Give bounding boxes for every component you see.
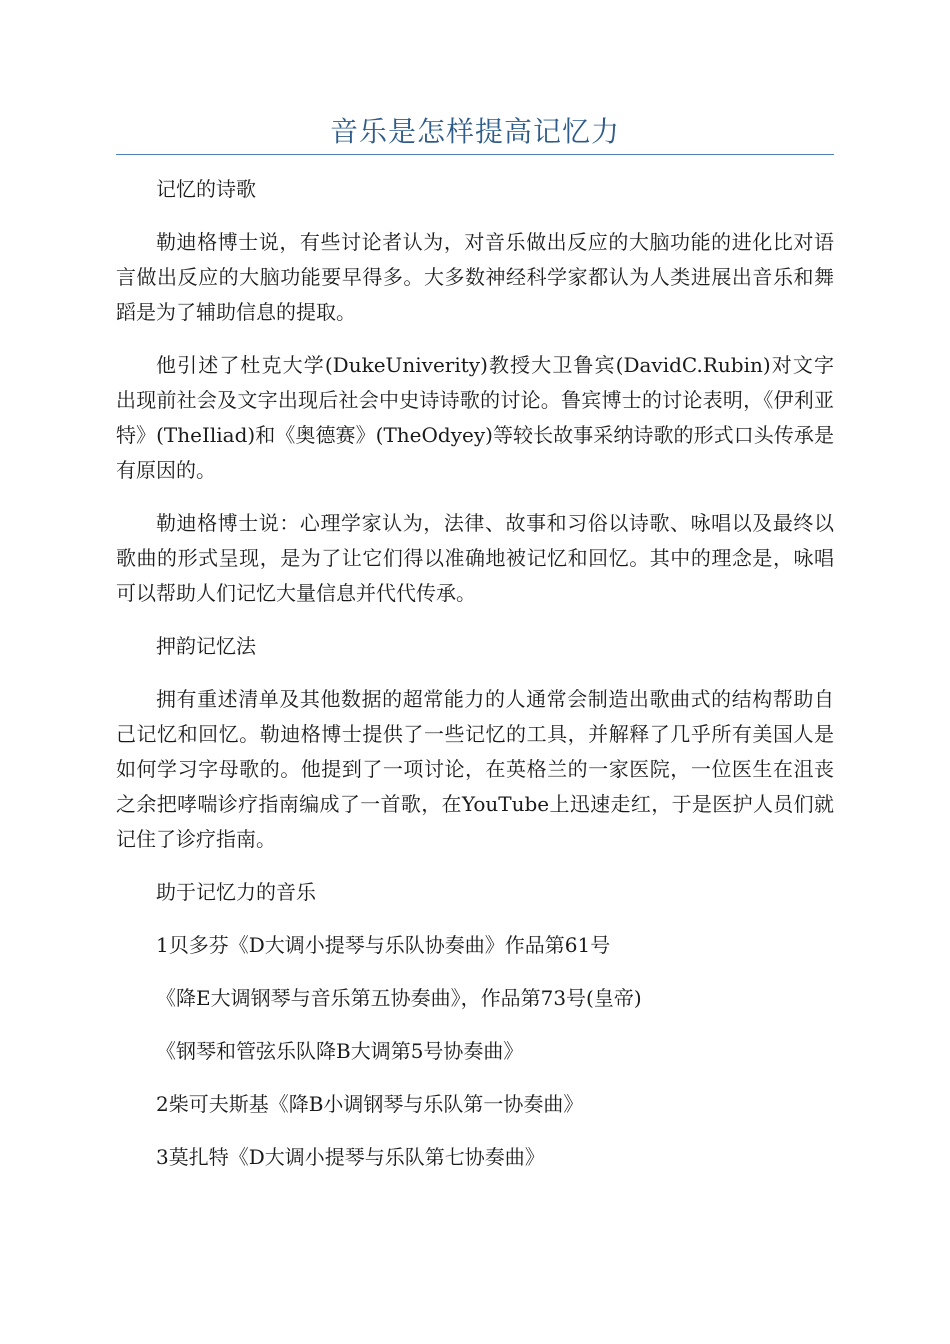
- music-list-item: 3莫扎特《D大调小提琴与乐队第七协奏曲》: [156, 1145, 545, 1169]
- paragraph: 勒迪格博士说，有些讨论者认为，对音乐做出反应的大脑功能的进化比对语言做出反应的大脑功能要早得多。大多数神经科学家都认为人类进展出音乐和舞蹈是为了辅助信息的提取。: [116, 230, 834, 324]
- music-list-item: 《钢琴和管弦乐队降B大调第5号协奏曲》: [156, 1039, 524, 1063]
- paragraph: 他引述了杜克大学(DukeUniverity)教授大卫鲁宾(DavidC.Rubin)对文字出现前社会及文字出现后社会中史诗诗歌的讨论。鲁宾博士的讨论表明，《伊利亚特》(TheIliad)和《奥德赛》(TheOdyey)等较长故事采纳诗歌的形式口头传承是有原因的。: [116, 353, 834, 482]
- music-list-item: 《降E大调钢琴与音乐第五协奏曲》，作品第73号(皇帝): [156, 986, 642, 1010]
- section-heading-rhyme-mnemonic: 押韵记忆法: [156, 634, 256, 658]
- music-list-item: 1贝多芬《D大调小提琴与乐队协奏曲》作品第61号: [156, 933, 611, 957]
- title-underline: [116, 154, 834, 155]
- music-list-item: 2柴可夫斯基《降B小调钢琴与乐队第一协奏曲》: [156, 1092, 584, 1116]
- section-heading-memory-music: 助于记忆力的音乐: [156, 880, 316, 904]
- document-title: 音乐是怎样提高记忆力: [329, 115, 620, 148]
- paragraph: 拥有重述清单及其他数据的超常能力的人通常会制造出歌曲式的结构帮助自己记忆和回忆。勒迪格博士提供了一些记忆的工具，并解释了几乎所有美国人是如何学习字母歌的。他提到了一项讨论，在英格兰的一家医院，一位医生在沮丧之余把哮喘诊疗指南编成了一首歌，在YouTube上迅速走红，于是医护人员们就记住了诊疗指南。: [116, 687, 834, 851]
- document-body: [116, 172, 834, 1193]
- paragraph: 勒迪格博士说：心理学家认为，法律、故事和习俗以诗歌、咏唱以及最终以歌曲的形式呈现，是为了让它们得以准确地被记忆和回忆。其中的理念是，咏唱可以帮助人们记忆大量信息并代代传承。: [116, 511, 834, 605]
- section-heading-memory-poetry: 记忆的诗歌: [156, 177, 256, 201]
